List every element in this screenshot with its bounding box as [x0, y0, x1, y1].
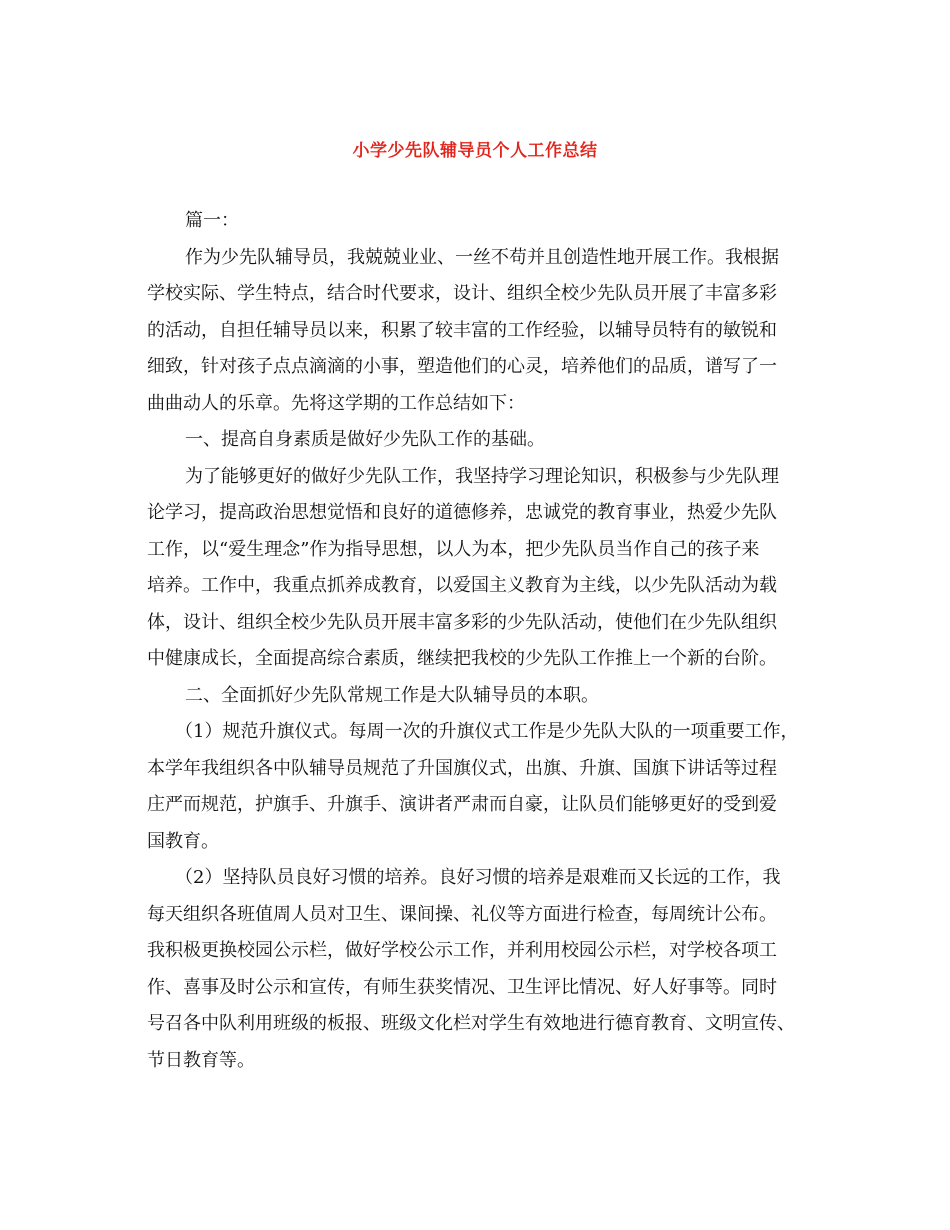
paragraph-line: 号召各中队利用班级的板报、班级文化栏对学生有效地进行德育教育、文明宣传、: [147, 1013, 795, 1034]
paragraph-line: 为了能够更好的做好少先队工作，我坚持学习理论知识，积极参与少先队理: [185, 465, 779, 487]
paragraph-line: 庄严而规范，护旗手、升旗手、演讲者严肃而自豪，让队员们能够更好的受到爱: [147, 794, 777, 815]
paragraph-line: 中健康成长，全面提高综合素质，继续把我校的少先队工作推上一个新的台阶。: [147, 648, 777, 669]
section-heading-part-one: 篇一：: [185, 210, 239, 231]
paragraph-line: 工作，以“爱生理念”作为指导思想，以人为本，把少先队员当作自己的孩子来: [147, 538, 760, 560]
paragraph-line: 学校实际、学生特点，结合时代要求，设计、组织全校少先队员开展了丰富多彩: [147, 283, 777, 304]
paragraph-line: 每天组织各班值周人员对卫生、课间操、礼仪等方面进行检查，每周统计公布。: [147, 903, 777, 925]
paragraph-line: 作、喜事及时公示和宣传，有师生获奖情况、卫生评比情况、好人好事等。同时: [147, 976, 777, 998]
section-heading-one: 一、提高自身素质是做好少先队工作的基础。: [185, 429, 545, 450]
paragraph-line: 曲曲动人的乐章。先将这学期的工作总结如下：: [147, 392, 525, 414]
section-heading-two: 二、全面抓好少先队常规工作是大队辅导员的本职。: [185, 684, 599, 706]
paragraph-line: 论学习，提高政治思想觉悟和良好的道德修养，忠诚党的教育事业，热爱少先队: [147, 502, 777, 523]
paragraph-line: （1）规范升旗仪式。每周一次的升旗仪式工作是少先队大队的一项重要工作，: [175, 721, 799, 742]
paragraph-line: （2）坚持队员良好习惯的培养。良好习惯的培养是艰难而又长远的工作，我: [175, 867, 781, 888]
paragraph-line: 细致，针对孩子点点滴滴的小事，塑造他们的心灵，培养他们的品质，谱写了一: [147, 356, 777, 377]
document-title: 小学少先队辅导员个人工作总结: [352, 141, 598, 161]
paragraph-line: 国教育。: [147, 830, 219, 852]
paragraph-line: 作为少先队辅导员，我兢兢业业、一丝不苟并且创造性地开展工作。我根据: [185, 246, 779, 268]
paragraph-line: 的活动，自担任辅导员以来，积累了较丰富的工作经验，以辅导员特有的敏锐和: [147, 319, 777, 341]
paragraph-line: 节日教育等。: [147, 1049, 255, 1071]
paragraph-line: 我积极更换校园公示栏，做好学校公示工作，并利用校园公示栏，对学校各项工: [147, 940, 777, 961]
paragraph-line: 本学年我组织各中队辅导员规范了升国旗仪式，出旗、升旗、国旗下讲话等过程: [147, 757, 777, 779]
paragraph-line: 培养。工作中，我重点抓养成教育，以爱国主义教育为主线，以少先队活动为载: [147, 575, 777, 596]
document-body: [147, 203, 827, 1079]
paragraph-line: 体，设计、组织全校少先队员开展丰富多彩的少先队活动，使他们在少先队组织: [147, 611, 777, 633]
